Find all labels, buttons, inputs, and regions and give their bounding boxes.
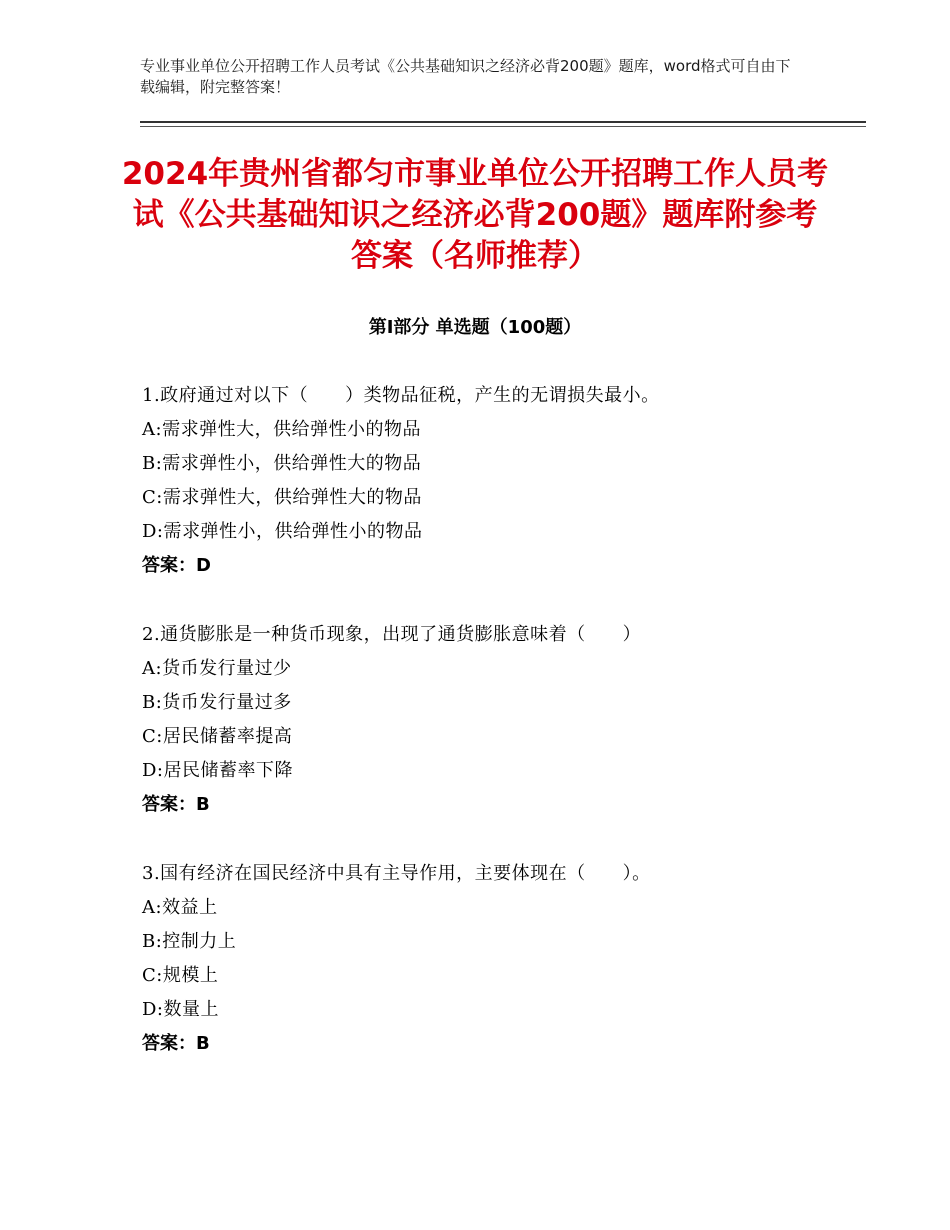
option-b: B:货币发行量过多 xyxy=(142,692,292,713)
option-d: D:需求弹性小，供给弹性小的物品 xyxy=(142,521,423,542)
answer: 答案：B xyxy=(142,794,210,815)
document-title: 2024年贵州省都匀市事业单位公开招聘工作人员考试《公共基础知识之经济必背200题》题库附参考答案（名师推荐） xyxy=(121,156,829,274)
header-rule-thick xyxy=(140,121,866,123)
answer: 答案：D xyxy=(142,555,211,576)
option-c: C:规模上 xyxy=(142,965,219,986)
question-3 xyxy=(142,857,882,1061)
option-a: A:效益上 xyxy=(142,897,218,918)
question-stem: 3.国有经济在国民经济中具有主导作用，主要体现在（ ）。 xyxy=(142,863,651,884)
section-title: 第Ⅰ部分 单选题（100题） xyxy=(368,317,582,338)
question-1 xyxy=(142,379,882,583)
question-stem: 2.通货膨胀是一种货币现象，出现了通货膨胀意味着（ ） xyxy=(142,624,642,645)
option-b: B:需求弹性小，供给弹性大的物品 xyxy=(142,453,422,474)
header-note: 专业事业单位公开招聘工作人员考试《公共基础知识之经济必背200题》题库，word格式可自由下载编辑，附完整答案！ xyxy=(140,57,791,96)
option-d: D:数量上 xyxy=(142,999,219,1020)
question-2 xyxy=(142,618,882,822)
option-c: C:需求弹性大，供给弹性大的物品 xyxy=(142,487,422,508)
answer: 答案：B xyxy=(142,1033,210,1054)
option-b: B:控制力上 xyxy=(142,931,237,952)
option-a: A:需求弹性大，供给弹性小的物品 xyxy=(142,419,422,440)
option-c: C:居民储蓄率提高 xyxy=(142,726,293,747)
option-d: D:居民储蓄率下降 xyxy=(142,760,293,781)
option-a: A:货币发行量过少 xyxy=(142,658,292,679)
question-stem: 1.政府通过对以下（ ）类物品征税，产生的无谓损失最小。 xyxy=(142,385,660,406)
header-rule-thin xyxy=(140,126,866,127)
